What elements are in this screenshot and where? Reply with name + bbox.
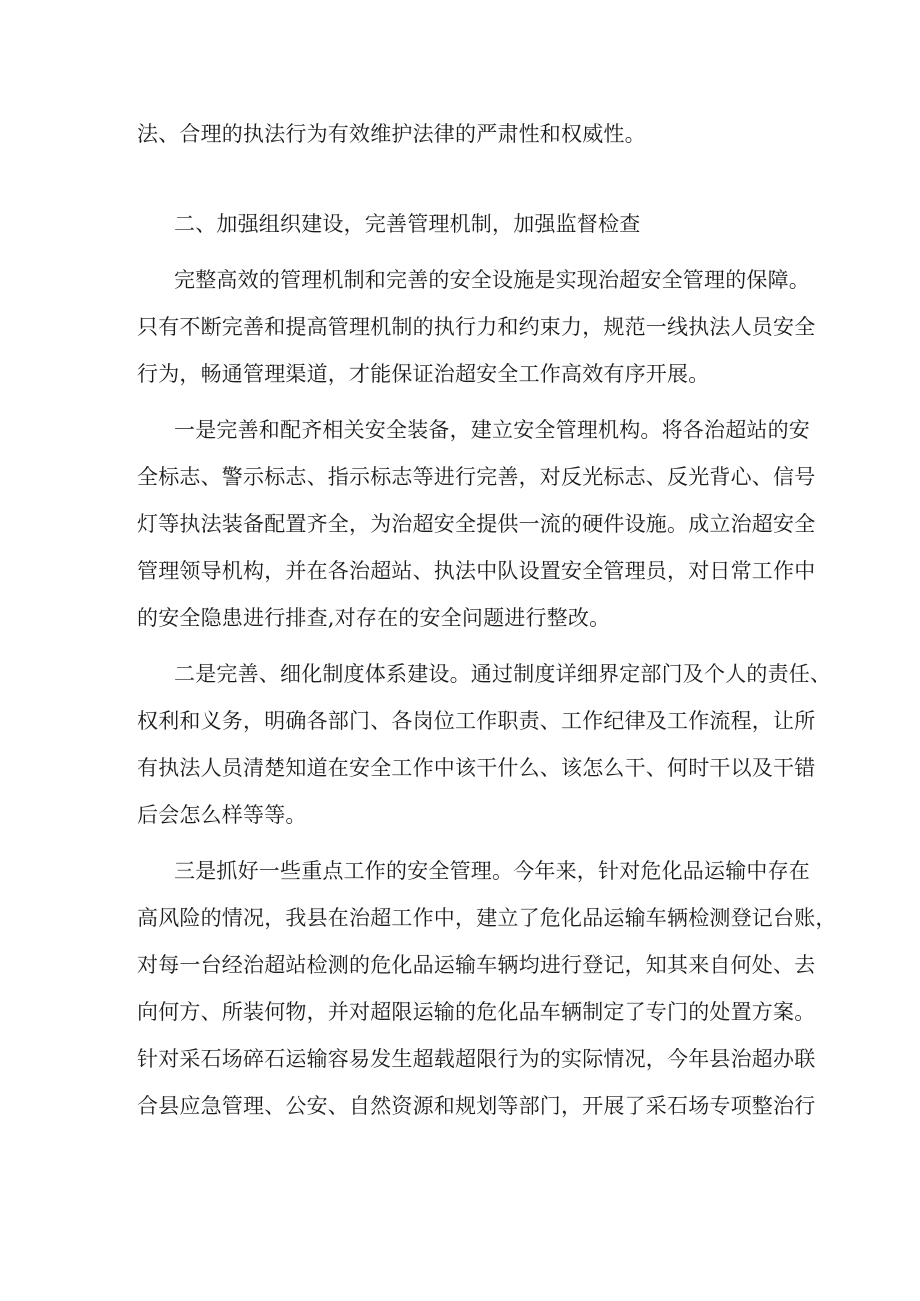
text-line: 三是抓好一些重点工作的安全管理。今年来，针对危化品运输中存在 — [174, 859, 810, 883]
text-line: 有执法人员清楚知道在安全工作中该干什么、该怎么干、何时干以及干错 — [137, 756, 816, 780]
text-line: 二是完善、细化制度体系建设。通过制度详细界定部门及个人的责任、 — [174, 662, 832, 686]
text-line: 一是完善和配齐相关安全装备，建立安全管理机构。将各治超站的安 — [174, 418, 810, 442]
text-line: 合县应急管理、公安、自然资源和规划等部门，开展了采石场专项整治行 — [137, 1094, 816, 1118]
section-heading: 二、加强组织建设，完善管理机制，加强监督检查 — [174, 212, 641, 236]
text-line: 管理领导机构，并在各治超站、执法中队设置安全管理员，对日常工作中 — [137, 559, 816, 583]
text-line: 对每一台经治超站检测的危化品运输车辆均进行登记，知其来自何处、去 — [137, 953, 816, 977]
text-line: 只有不断完善和提高管理机制的执行力和约束力，规范一线执法人员安全 — [137, 315, 816, 339]
text-line: 针对采石场碎石运输容易发生超载超限行为的实际情况，今年县治超办联 — [137, 1047, 816, 1071]
text-line: 完整高效的管理机制和完善的安全设施是实现治超安全管理的保障。 — [174, 268, 810, 292]
text-line: 全标志、警示标志、指示标志等进行完善，对反光标志、反光背心、信号 — [137, 465, 816, 489]
text-line: 向何方、所装何物，并对超限运输的危化品车辆制定了专门的处置方案。 — [137, 1000, 816, 1024]
text-line: 灯等执法装备配置齐全，为治超安全提供一流的硬件设施。成立治超安全 — [137, 512, 816, 536]
text-line: 行为，畅通管理渠道，才能保证治超安全工作高效有序开展。 — [137, 362, 710, 386]
text-line: 权利和义务，明确各部门、各岗位工作职责、工作纪律及工作流程，让所 — [137, 709, 816, 733]
text-line: 的安全隐患进行排查,对存在的安全问题进行整改。 — [137, 606, 611, 630]
text-line: 高风险的情况，我县在治超工作中，建立了危化品运输车辆检测登记台账， — [137, 906, 837, 930]
text-line: 法、合理的执法行为有效维护法律的严肃性和权威性。 — [137, 122, 646, 146]
text-line: 后会怎么样等等。 — [137, 803, 307, 827]
